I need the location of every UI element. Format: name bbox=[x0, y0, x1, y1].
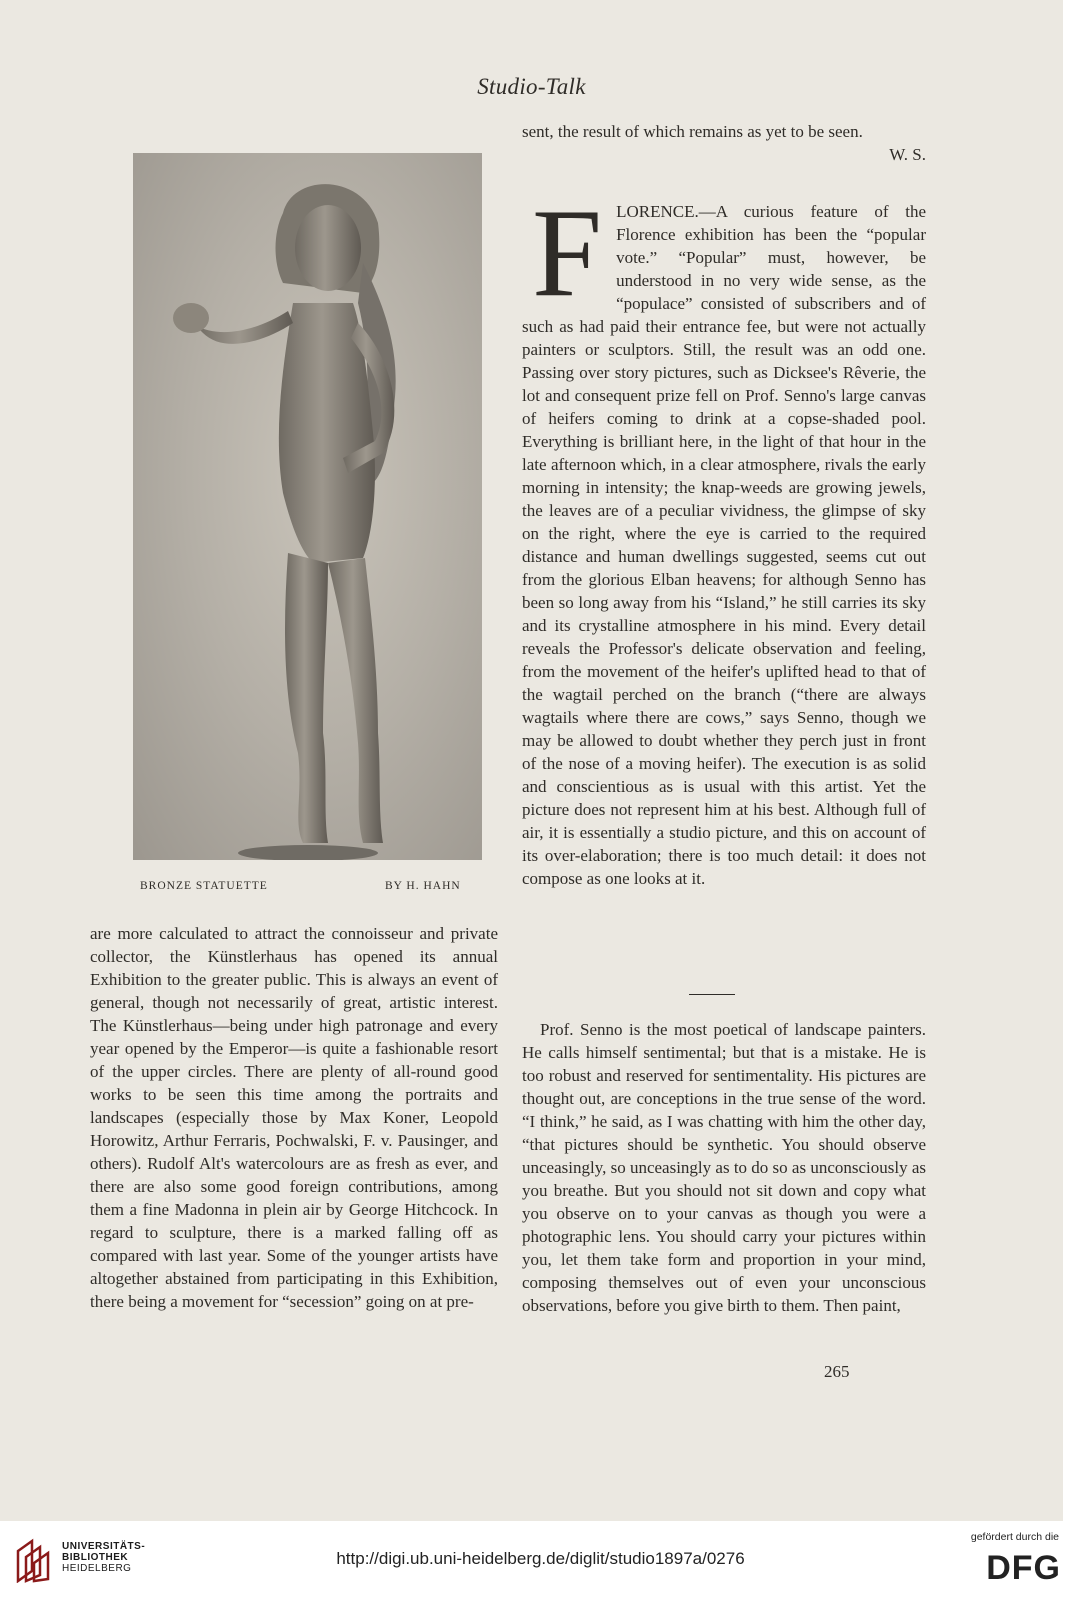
library-line-3: HEIDELBERG bbox=[62, 1563, 132, 1574]
drop-cap: F bbox=[532, 184, 603, 323]
vienna-paragraph: are more calculated to attract the connoisseur and private collector, the Künstlerhaus has opened its annual Exhibition to the greater public. This is always an event of general, though not necessarily of great, artistic interest. The Künstlerhaus—being under high patronage and every year opened by the Emperor—is quite a fashionable resort of the upper circles. There are plenty of all-round good works to be seen this time among the portraits and landscapes (especially those by Max Koner, Leopold Horowitz, Arthur Ferraris, Pochwalski, F. v. Pausinger, and others). Rudolf Alt's watercolours are as fresh as ever, and there are also some good foreign contributions, among them a fine Madonna in plein air by George Hitchcock. In regard to sculpture, there is a marked falling off as compared with last year. Some of the younger artists have altogether abstained from participating in this Exhibition, there being a movement for “secession” going on at pre- bbox=[90, 924, 498, 1311]
funded-by-label: gefördert durch die bbox=[970, 1531, 1059, 1543]
figure-caption-artist: BY H. HAHN bbox=[385, 880, 461, 892]
permalink-url[interactable]: http://digi.ub.uni-heidelberg.de/diglit/studio1897a/0276 bbox=[336, 1549, 745, 1568]
figure-caption-title: BRONZE STATUETTE bbox=[140, 880, 268, 892]
digitization-footer bbox=[0, 1521, 1081, 1600]
right-column-continuation bbox=[522, 120, 926, 143]
statuette-illustration bbox=[133, 153, 482, 860]
byline: W. S. bbox=[889, 145, 926, 164]
senno-section bbox=[522, 1018, 926, 1317]
statuette-photograph bbox=[133, 153, 482, 860]
dfg-logo: DFG bbox=[986, 1549, 1061, 1587]
library-line-1: UNIVERSITÄTS- bbox=[62, 1541, 146, 1552]
left-column bbox=[90, 922, 498, 1313]
library-line-2: BIBLIOTHEK bbox=[62, 1552, 129, 1563]
continuation-text: sent, the result of which remains as yet to be seen. bbox=[522, 122, 863, 141]
running-head: Studio-Talk bbox=[477, 74, 586, 99]
page-margin bbox=[1063, 0, 1081, 1521]
florence-section bbox=[522, 184, 926, 890]
senno-paragraph: Prof. Senno is the most poetical of landscape painters. He calls himself sentimental; but that is a mistake. He is too robust and reserved for sentimentality. His pictures are thought out, are conceptions in the true sense of the word. “I think,” he said, as I was chatting with him the other day, “that pictures should be synthetic. You should observe unceasingly, so unceasingly as to do so as unconsciously as you breathe. But you should not sit down and copy what you observe on to your canvas as though you were a photographic lens. You should carry your pictures within you, let them take form and proportion in your mind, composing themselves out of even your unconscious observations, before you give birth to them. Then paint, bbox=[522, 1020, 926, 1315]
florence-paragraph: LORENCE.—A curious feature of the Florence exhibition has been the “popular vote.” “Popular” must, however, be understood in no very wide sense, as the “populace” consisted of subscribers and of such as had paid their entrance fee, but were not actually painters or sculptors. Still, the result was an odd one. Passing over story pictures, such as Dicksee's Rêverie, the lot and consequent prize fell on Prof. Senno's large canvas of heifers coming to drink at a copse-shaded pool. Everything is brilliant here, in the light of that hour in the late afternoon which, in a clear atmosphere, rivals the early morning in intensity; the knap-weeds are growing jewels, the leaves are of a peculiar vividness, the glimpse of sky on the right, where the eye is carried to the required distance and human dwellings suggested, seems cut out from the glorious Elban heavens; for although Senno has been so long away from his “Island,” he still carries its sky and its crystalline atmosphere in his mind. Every detail reveals the Professor's delicate observation and feeling, from the movement of the heifer's uplifted head to that of the wagtail perched on the branch (“there are always wagtails where there are cows,” says Senno, though we may be allowed to doubt whether they perch just in front of the nose of a moving heifer). The execution is as solid and conscientious as is usual with this artist. Yet the picture does not represent him at his best. Although full of air, it is essentially a studio picture, and this on account of its over-elaboration; there is too much detail: it does not compose as one looks at it. bbox=[522, 202, 926, 888]
section-divider bbox=[689, 994, 735, 995]
page-number: 265 bbox=[824, 1362, 850, 1381]
